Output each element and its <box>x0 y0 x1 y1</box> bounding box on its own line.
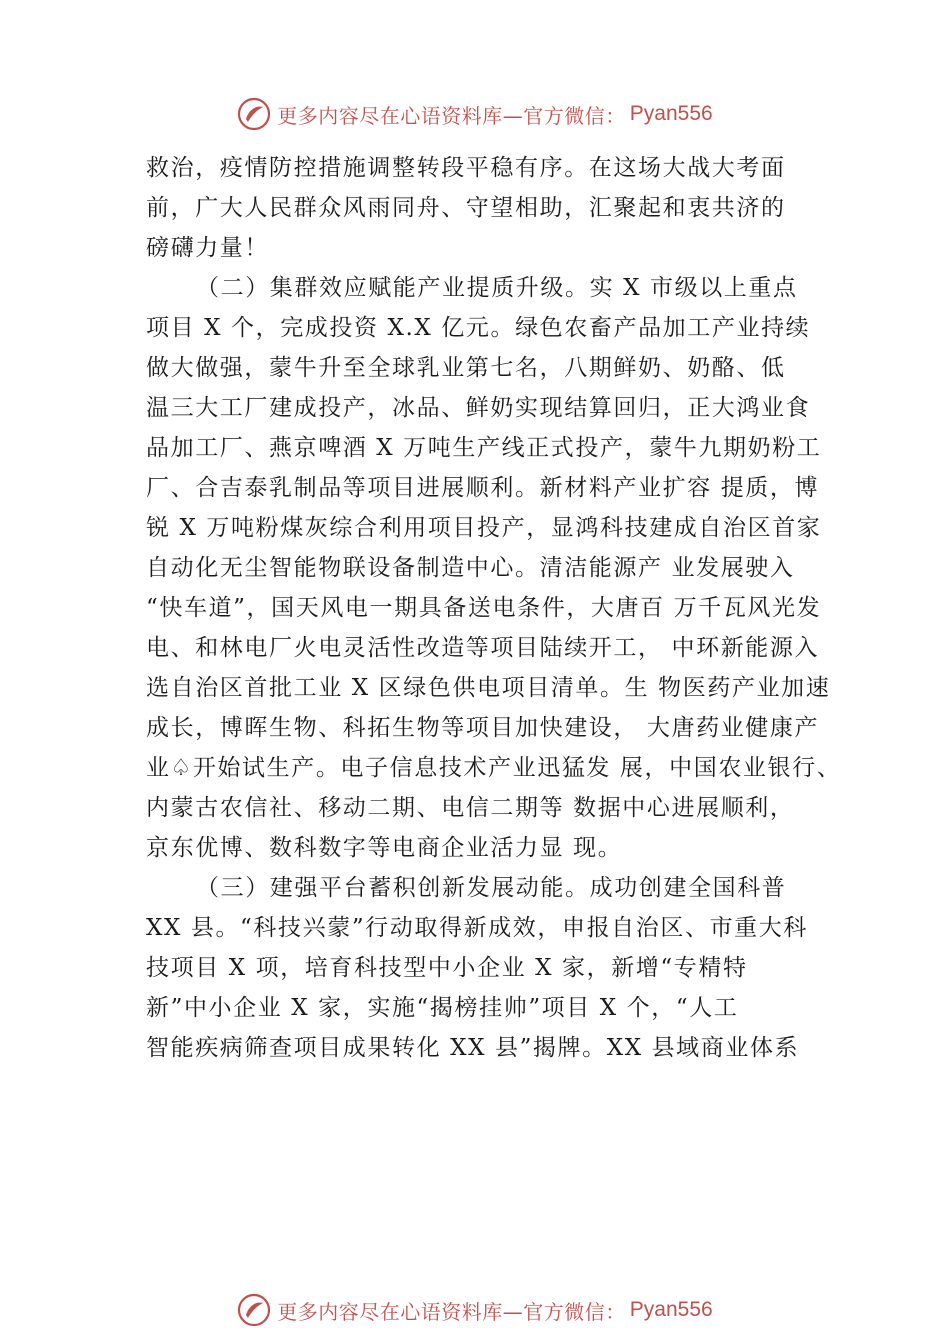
footer-watermark <box>0 1290 950 1330</box>
text-line: 内蒙古农信社、移动二期、电信二期等 数据中心进展顺利， <box>146 795 795 821</box>
text-line: 品加工厂、燕京啤酒 X 万吨生产线正式投产，蒙牛九期奶粉工 <box>146 435 822 461</box>
brand-logo-icon <box>237 97 271 131</box>
text-line: 磅礴力量！ <box>146 235 269 261</box>
brand-logo-icon <box>237 1293 271 1327</box>
text-line: 技项目 X 项，培育科技型中小企业 X 家，新增“专精特 <box>146 955 748 981</box>
text-line: 京东优博、数科数字等电商企业活力显 现。 <box>146 835 623 861</box>
watermark-text: 更多内容尽在心语资料库—官方微信： <box>277 103 626 128</box>
header-watermark <box>0 94 950 134</box>
section-heading-2: （二）集群效应赋能产业提质升级。实 X 市级以上重点 <box>196 275 798 301</box>
watermark-wechat-id: Pyan556 <box>629 102 713 125</box>
text-line: 厂、合吉泰乳制品等项目进展顺利。新材料产业扩容 提质，博 <box>146 475 820 501</box>
text-line: 做大做强，蒙牛升至全球乳业第七名，八期鲜奶、奶酪、低 <box>146 355 786 381</box>
section-heading-3: （三）建强平台蓄积创新发展动能。成功创建全国科普 <box>196 875 787 901</box>
text-line: XX 县。“科技兴蒙”行动取得新成效，申报自治区、市重大科 <box>146 915 808 941</box>
text-line: 新”中小企业 X 家，实施“揭榜挂帅”项目 X 个，“人工 <box>146 995 739 1021</box>
text-line: 成长，博晖生物、科拓生物等项目加快建设， 大唐药业健康产 <box>146 715 820 741</box>
text-line: 锐 X 万吨粉煤灰综合利用项目投产，显鸿科技建成自治区首家 <box>146 515 822 541</box>
text-line: 项目 X 个，完成投资 X.X 亿元。绿色农畜产品加工产业持续 <box>146 315 811 341</box>
watermark-wechat-id: Pyan556 <box>629 1298 713 1321</box>
text-line: 温三大工厂建成投产，冰品、鲜奶实现结算回归，正大鸿业食 <box>146 395 811 421</box>
text-line: 选自治区首批工业 X 区绿色供电项目清单。生 物医药产业加速 <box>146 675 831 701</box>
text-line: 业♤开始试生产。电子信息技术产业迅猛发 展，中国农业银行、 <box>146 755 842 781</box>
text-line: 救治，疫情防控措施调整转段平稳有序。在这场大战大考面 <box>146 155 786 181</box>
watermark-text: 更多内容尽在心语资料库—官方微信： <box>277 1299 626 1324</box>
text-line: 自动化无尘智能物联设备制造中心。清洁能源产 业发展驶入 <box>146 555 795 581</box>
text-line: “快车道”，国天风电一期具备送电条件，大唐百 万千瓦风光发 <box>146 595 822 621</box>
document-body <box>146 148 842 1068</box>
text-line: 前，广大人民群众风雨同舟、守望相助，汇聚起和衷共济的 <box>146 195 786 221</box>
text-line: 智能疾病筛查项目成果转化 XX 县”揭牌。XX 县域商业体系 <box>146 1035 800 1061</box>
text-line: 电、和林电厂火电灵活性改造等项目陆续开工， 中环新能源入 <box>146 635 820 661</box>
